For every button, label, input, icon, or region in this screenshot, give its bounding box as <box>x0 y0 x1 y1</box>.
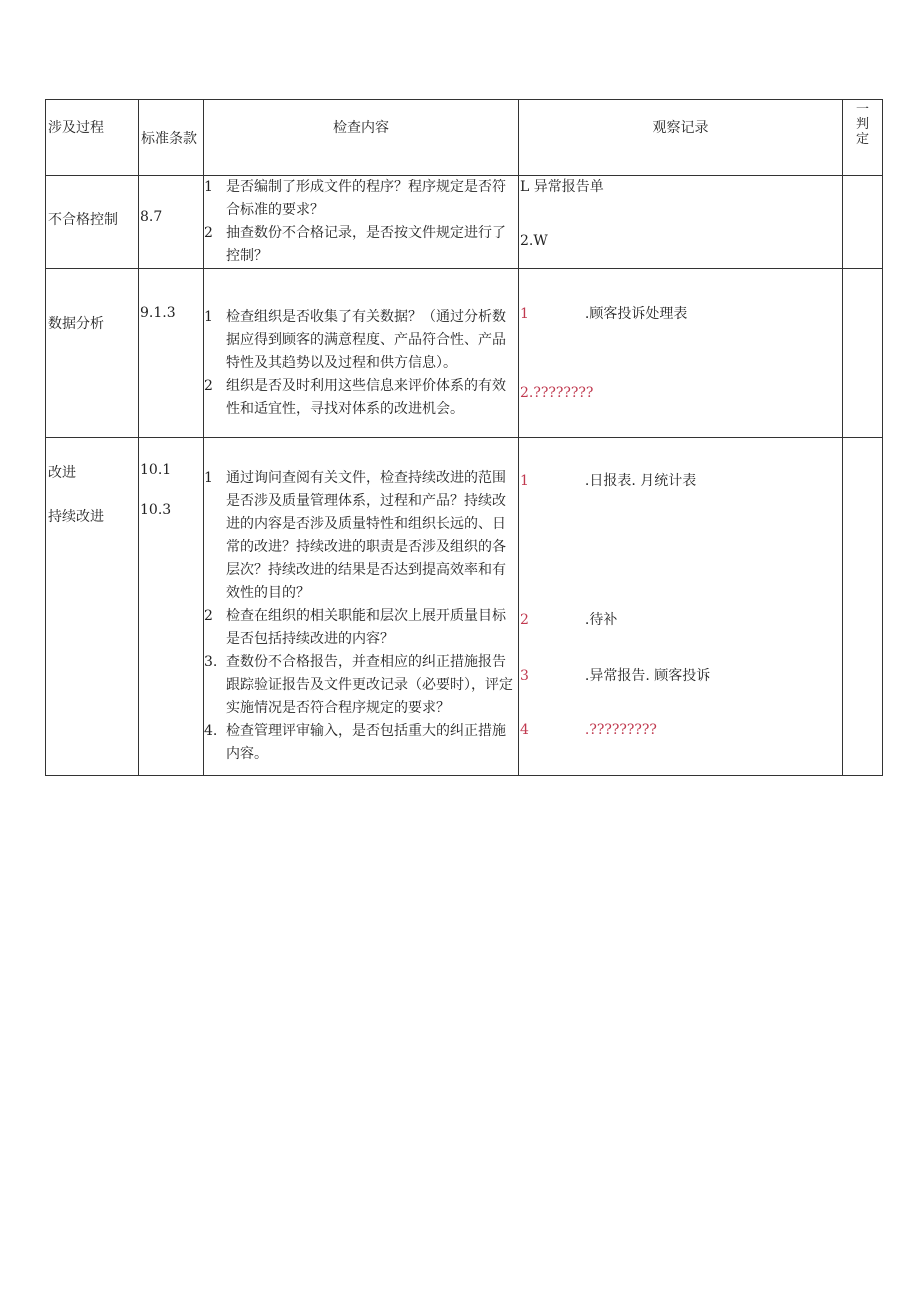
standard-clause: 10.1 <box>140 462 172 478</box>
process-cell <box>46 438 139 776</box>
header-process: 涉及过程 <box>46 100 139 176</box>
standard-clause: 10.3 <box>140 502 172 518</box>
check-item-text: 是否编制了形成文件的程序？程序规定是否符合标准的要求？ <box>226 179 506 218</box>
observation-text: .顾客投诉处理表 <box>584 306 688 322</box>
header-observation: 观察记录 <box>519 100 843 176</box>
observation-entry: 2.W <box>520 233 548 249</box>
check-item-number: 1 <box>204 470 213 486</box>
process-cell <box>46 176 139 269</box>
observation-number: 1 <box>520 306 529 322</box>
header-standard: 标准条款 <box>139 100 204 176</box>
process-name: 改进 <box>48 465 76 481</box>
check-item-number: 2 <box>204 378 213 394</box>
process-name: 数据分析 <box>48 316 104 332</box>
observation-text: .????????? <box>584 722 657 738</box>
check-item-number: 3. <box>204 654 218 670</box>
header-row <box>46 100 883 176</box>
observation-text: .待补 <box>584 612 618 628</box>
observation-text: .异常报告. 顾客投诉 <box>584 668 711 684</box>
observation-cell <box>519 438 843 776</box>
check-item-text: 通过询问查阅有关文件，检查持续改进的范围是否涉及质量管理体系，过程和产品？持续改进的内容是否涉及质量特性和组织长远的、日常的改进？持续改进的职责是否涉及组织的各层次？持续改进的结果是否达到提高效率和有效性的目的？ <box>226 470 506 601</box>
check-item <box>204 375 516 421</box>
observation-entry <box>520 610 617 630</box>
process-name: 不合格控制 <box>48 212 118 228</box>
check-item-number: 2 <box>204 225 213 241</box>
standard-cell <box>139 438 204 776</box>
judgement-cell <box>843 176 883 269</box>
judgement-cell <box>843 438 883 776</box>
table-row <box>46 438 883 776</box>
check-item <box>204 222 516 268</box>
process-cell <box>46 269 139 438</box>
observation-cell <box>519 176 843 269</box>
check-item-text: 检查在组织的相关职能和层次上展开质量目标是否包括持续改进的内容？ <box>226 608 506 647</box>
process-name: 持续改进 <box>48 509 104 525</box>
observation-number: 4 <box>520 722 529 738</box>
observation-entry <box>520 471 696 491</box>
observation-entry: L 异常报告单 <box>520 179 604 195</box>
table-row <box>46 176 883 269</box>
check-item <box>204 467 516 605</box>
check-content-cell <box>204 438 519 776</box>
standard-cell <box>139 176 204 269</box>
check-item-number: 1 <box>204 179 213 195</box>
standard-clause: 8.7 <box>140 209 163 225</box>
header-judgement-line1: 一 <box>855 102 869 117</box>
observation-entry: 2.???????? <box>520 385 594 401</box>
header-judgement-line2: 判 <box>855 117 869 132</box>
check-item <box>204 306 516 375</box>
check-content-cell <box>204 269 519 438</box>
check-item <box>204 651 516 720</box>
check-item-text: 检查管理评审输入，是否包括重大的纠正措施内容。 <box>226 723 506 762</box>
header-judgement-line3: 定 <box>855 132 869 147</box>
check-content-cell <box>204 176 519 269</box>
observation-number: 3 <box>520 668 529 684</box>
observation-entry <box>520 304 687 324</box>
standard-cell <box>139 269 204 438</box>
check-item-number: 4. <box>204 723 218 739</box>
observation-entry <box>520 666 710 686</box>
header-check-content: 检查内容 <box>204 100 519 176</box>
check-item <box>204 176 516 222</box>
check-item-number: 2 <box>204 608 213 624</box>
observation-text: .日报表. 月统计表 <box>584 473 697 489</box>
check-item <box>204 605 516 651</box>
audit-checklist-table <box>45 99 883 776</box>
check-item-text: 组织是否及时利用这些信息来评价体系的有效性和适宜性，寻找对体系的改进机会。 <box>226 378 506 417</box>
observation-entry <box>520 720 657 740</box>
check-item-text: 抽查数份不合格记录，是否按文件规定进行了控制？ <box>226 225 506 264</box>
observation-cell <box>519 269 843 438</box>
observation-number: 1 <box>520 473 529 489</box>
check-item-text: 检查组织是否收集了有关数据？（通过分析数据应得到顾客的满意程度、产品符合性、产品特性及其趋势以及过程和供方信息）。 <box>226 309 506 371</box>
table-row <box>46 269 883 438</box>
check-item-number: 1 <box>204 309 213 325</box>
judgement-cell <box>843 269 883 438</box>
standard-clause: 9.1.3 <box>140 305 176 321</box>
check-item <box>204 720 516 766</box>
check-item-text: 查数份不合格报告，并查相应的纠正措施报告跟踪验证报告及文件更改记录（必要时），评定实施情况是否符合程序规定的要求？ <box>226 654 513 716</box>
observation-number: 2 <box>520 612 529 628</box>
header-judgement <box>843 100 883 176</box>
